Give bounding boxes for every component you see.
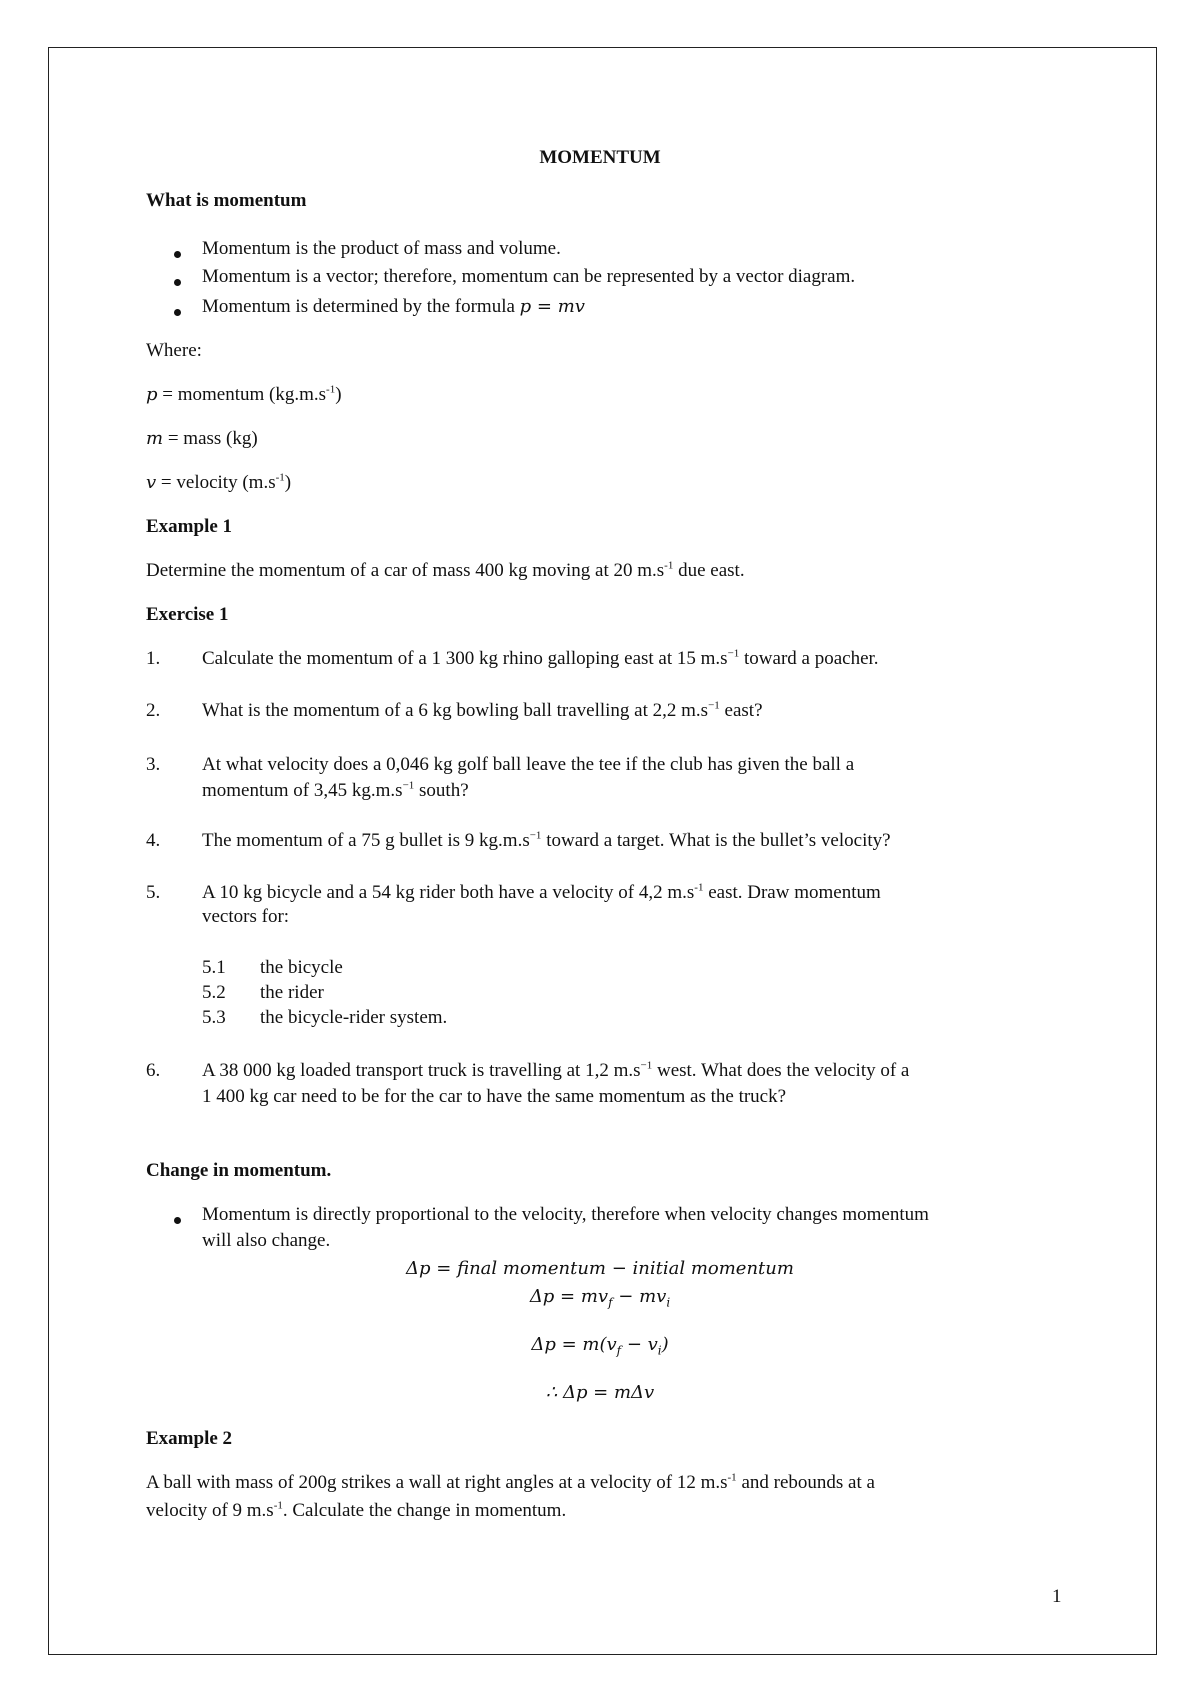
definition-p bbox=[146, 384, 342, 406]
text: and rebounds at a bbox=[736, 1472, 875, 1493]
text: velocity of 9 m.s bbox=[146, 1500, 274, 1521]
page-title: MOMENTUM bbox=[539, 147, 661, 168]
text: Determine the momentum of a car of mass 400 kg moving at 20 m.s bbox=[146, 560, 665, 581]
sub-question-number: 5.1 bbox=[202, 957, 226, 978]
page-number: 1 bbox=[1052, 1586, 1062, 1607]
bullet-item: Momentum is a vector; therefore, momentum can be represented by a vector diagram. bbox=[202, 266, 856, 287]
equation-delta-p-mv bbox=[0, 1286, 1200, 1310]
sub-question-number: 5.2 bbox=[202, 982, 226, 1003]
exponent: −1 bbox=[529, 829, 542, 842]
eq-part: ) bbox=[661, 1334, 669, 1355]
heading-example-1: Example 1 bbox=[146, 516, 233, 537]
example-2-line-1 bbox=[146, 1472, 875, 1494]
question-number: 2. bbox=[146, 700, 161, 721]
subscript: f bbox=[608, 1295, 613, 1310]
example-2-line-2 bbox=[146, 1500, 566, 1522]
question-1 bbox=[202, 648, 879, 670]
heading-exercise-1: Exercise 1 bbox=[146, 604, 229, 625]
exponent: -1 bbox=[727, 1471, 737, 1484]
question-number: 1. bbox=[146, 648, 161, 669]
exponent: -1 bbox=[273, 1499, 283, 1512]
definition-v bbox=[146, 472, 291, 494]
definition-end: ) bbox=[335, 384, 342, 405]
question-5-line-2: vectors for: bbox=[202, 906, 290, 927]
definition-text: = momentum (kg.m.s bbox=[157, 384, 327, 405]
exponent: −1 bbox=[727, 647, 740, 660]
equation-delta-p-factored bbox=[0, 1334, 1200, 1358]
sub-question-text: the rider bbox=[260, 982, 324, 1003]
text: . Calculate the change in momentum. bbox=[282, 1500, 567, 1521]
definition-text: = mass (kg) bbox=[163, 428, 258, 449]
exponent: −1 bbox=[402, 779, 415, 792]
bullet-item-line-2: will also change. bbox=[202, 1230, 331, 1251]
definition-text: = velocity (m.s bbox=[156, 472, 276, 493]
bullet-item: Momentum is the product of mass and volume. bbox=[202, 238, 561, 259]
definition-m bbox=[146, 428, 258, 450]
bullet-dot bbox=[174, 251, 181, 258]
text: toward a target. What is the bullet’s velocity? bbox=[541, 830, 891, 851]
bullet-item-line-1: Momentum is directly proportional to the velocity, therefore when velocity changes momentum bbox=[202, 1204, 929, 1225]
text: south? bbox=[414, 780, 469, 801]
text: east? bbox=[719, 700, 763, 721]
heading-change-in-momentum: Change in momentum. bbox=[146, 1160, 332, 1181]
question-3-line-2 bbox=[202, 780, 469, 802]
text: toward a poacher. bbox=[739, 648, 879, 669]
question-number: 3. bbox=[146, 754, 161, 775]
eq-part: Δp = m(v bbox=[531, 1334, 617, 1355]
exponent: −1 bbox=[640, 1059, 653, 1072]
text: momentum of 3,45 kg.m.s bbox=[202, 780, 403, 801]
example-1-text bbox=[146, 560, 745, 582]
exponent: -1 bbox=[664, 559, 674, 572]
bullet-dot bbox=[174, 279, 181, 286]
exponent: −1 bbox=[708, 699, 720, 712]
equation-delta-p-definition: Δp = final momentum − initial momentum bbox=[406, 1258, 794, 1279]
question-number: 5. bbox=[146, 882, 161, 903]
question-2 bbox=[202, 700, 763, 722]
symbol: v bbox=[146, 472, 157, 493]
exponent: -1 bbox=[275, 471, 285, 484]
text: Calculate the momentum of a 1 300 kg rhino galloping east at 15 m.s bbox=[202, 648, 728, 669]
question-4 bbox=[202, 830, 891, 852]
sub-question-text: the bicycle bbox=[260, 957, 343, 978]
subscript: f bbox=[616, 1343, 622, 1358]
heading-what-is-momentum: What is momentum bbox=[146, 190, 307, 211]
question-number: 6. bbox=[146, 1060, 161, 1081]
bullet-dot bbox=[174, 1217, 181, 1224]
eq-part: − mv bbox=[612, 1286, 667, 1307]
eq-part: Δp = mv bbox=[529, 1286, 609, 1307]
question-6-line-2: 1 400 kg car need to be for the car to have the same momentum as the truck? bbox=[202, 1086, 787, 1107]
definition-end: ) bbox=[284, 472, 292, 493]
bullet-text: Momentum is determined by the formula bbox=[202, 296, 515, 317]
symbol: m bbox=[146, 428, 164, 449]
symbol: p bbox=[146, 384, 158, 405]
bullet-item bbox=[202, 296, 585, 318]
text: The momentum of a 75 g bullet is 9 kg.m.s bbox=[202, 830, 530, 851]
text: What is the momentum of a 6 kg bowling ball travelling at 2,2 m.s bbox=[202, 700, 709, 721]
subscript: i bbox=[666, 1295, 671, 1310]
bullet-dot bbox=[174, 309, 181, 316]
exponent: -1 bbox=[326, 383, 336, 396]
eq-part: − v bbox=[621, 1334, 658, 1355]
sub-question-text: the bicycle-rider system. bbox=[260, 1007, 448, 1028]
subscript: i bbox=[657, 1343, 662, 1358]
heading-example-2: Example 2 bbox=[146, 1428, 233, 1449]
text: A ball with mass of 200g strikes a wall at right angles at a velocity of 12 m.s bbox=[146, 1472, 728, 1493]
where-label: Where: bbox=[146, 340, 202, 361]
text: west. What does the velocity of a bbox=[652, 1060, 910, 1081]
exponent: -1 bbox=[694, 881, 704, 894]
question-6-line-1 bbox=[202, 1060, 909, 1082]
question-5-line-1 bbox=[202, 882, 881, 904]
question-number: 4. bbox=[146, 830, 161, 851]
text: east. Draw momentum bbox=[703, 882, 881, 903]
text: due east. bbox=[673, 560, 745, 581]
question-3-line-1: At what velocity does a 0,046 kg golf ball leave the tee if the club has given the ball a bbox=[202, 754, 855, 775]
text: A 10 kg bicycle and a 54 kg rider both have a velocity of 4,2 m.s bbox=[202, 882, 695, 903]
text: A 38 000 kg loaded transport truck is travelling at 1,2 m.s bbox=[202, 1060, 641, 1081]
formula-p-mv: p = mv bbox=[519, 296, 585, 317]
equation-therefore: ∴ Δp = mΔv bbox=[545, 1382, 655, 1403]
sub-question-number: 5.3 bbox=[202, 1007, 226, 1028]
